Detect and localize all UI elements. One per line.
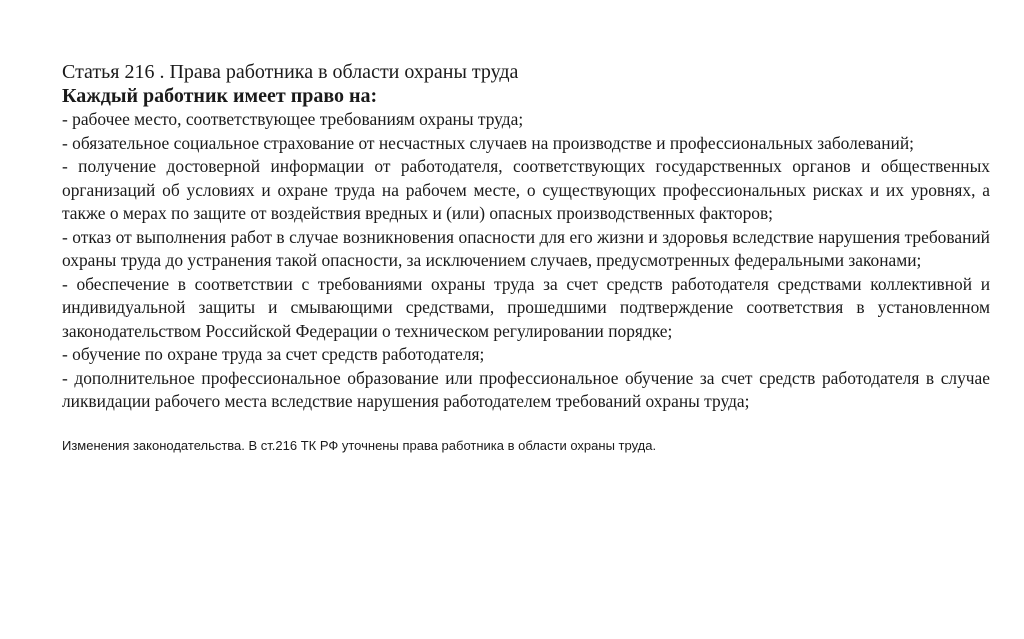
document-page [62,60,990,454]
list-item: - дополнительное профессиональное образование или профессиональное обучение за счет средств работодателя в случае ликвидации рабочего места вследствие нарушения работодателем требований охраны труда; [62,367,990,411]
list-item: - обязательное социальное страхование от несчастных случаев на производстве и профессиональных заболеваний; [62,132,914,153]
legislation-note: Изменения законодательства. В ст.216 ТК РФ уточнены права работника в области охраны труда. [62,437,657,453]
rights-heading: Каждый работник имеет право на: [62,85,378,107]
article-title: Статья 216 . Права работника в области охраны труда [62,61,519,83]
rights-list [62,108,990,414]
list-item: - рабочее место, соответствующее требованиям охраны труда; [62,109,524,129]
list-item: - обучение по охране труда за счет средств работодателя; [62,344,485,364]
list-item: - обеспечение в соответствии с требованиями охраны труда за счет средств работодателя средствами коллективной и индивидуальной защиты и смывающими средствами, прошедшими подтверждение соответствия в установленном законодательством Российской Федерации о техническом регулировании порядке; [62,273,990,341]
list-item: - отказ от выполнения работ в случае возникновения опасности для его жизни и здоровья вследствие нарушения требований охраны труда до устранения такой опасности, за исключением случаев, предусмотренных федеральными законами; [62,226,990,270]
list-item: - получение достоверной информации от работодателя, соответствующих государственных органов и общественных организаций об условиях и охране труда на рабочем месте, о существующих профессиональных рисках и их уровнях, а также о мерах по защите от воздействия вредных и (или) опасных производственных факторов; [62,156,990,223]
